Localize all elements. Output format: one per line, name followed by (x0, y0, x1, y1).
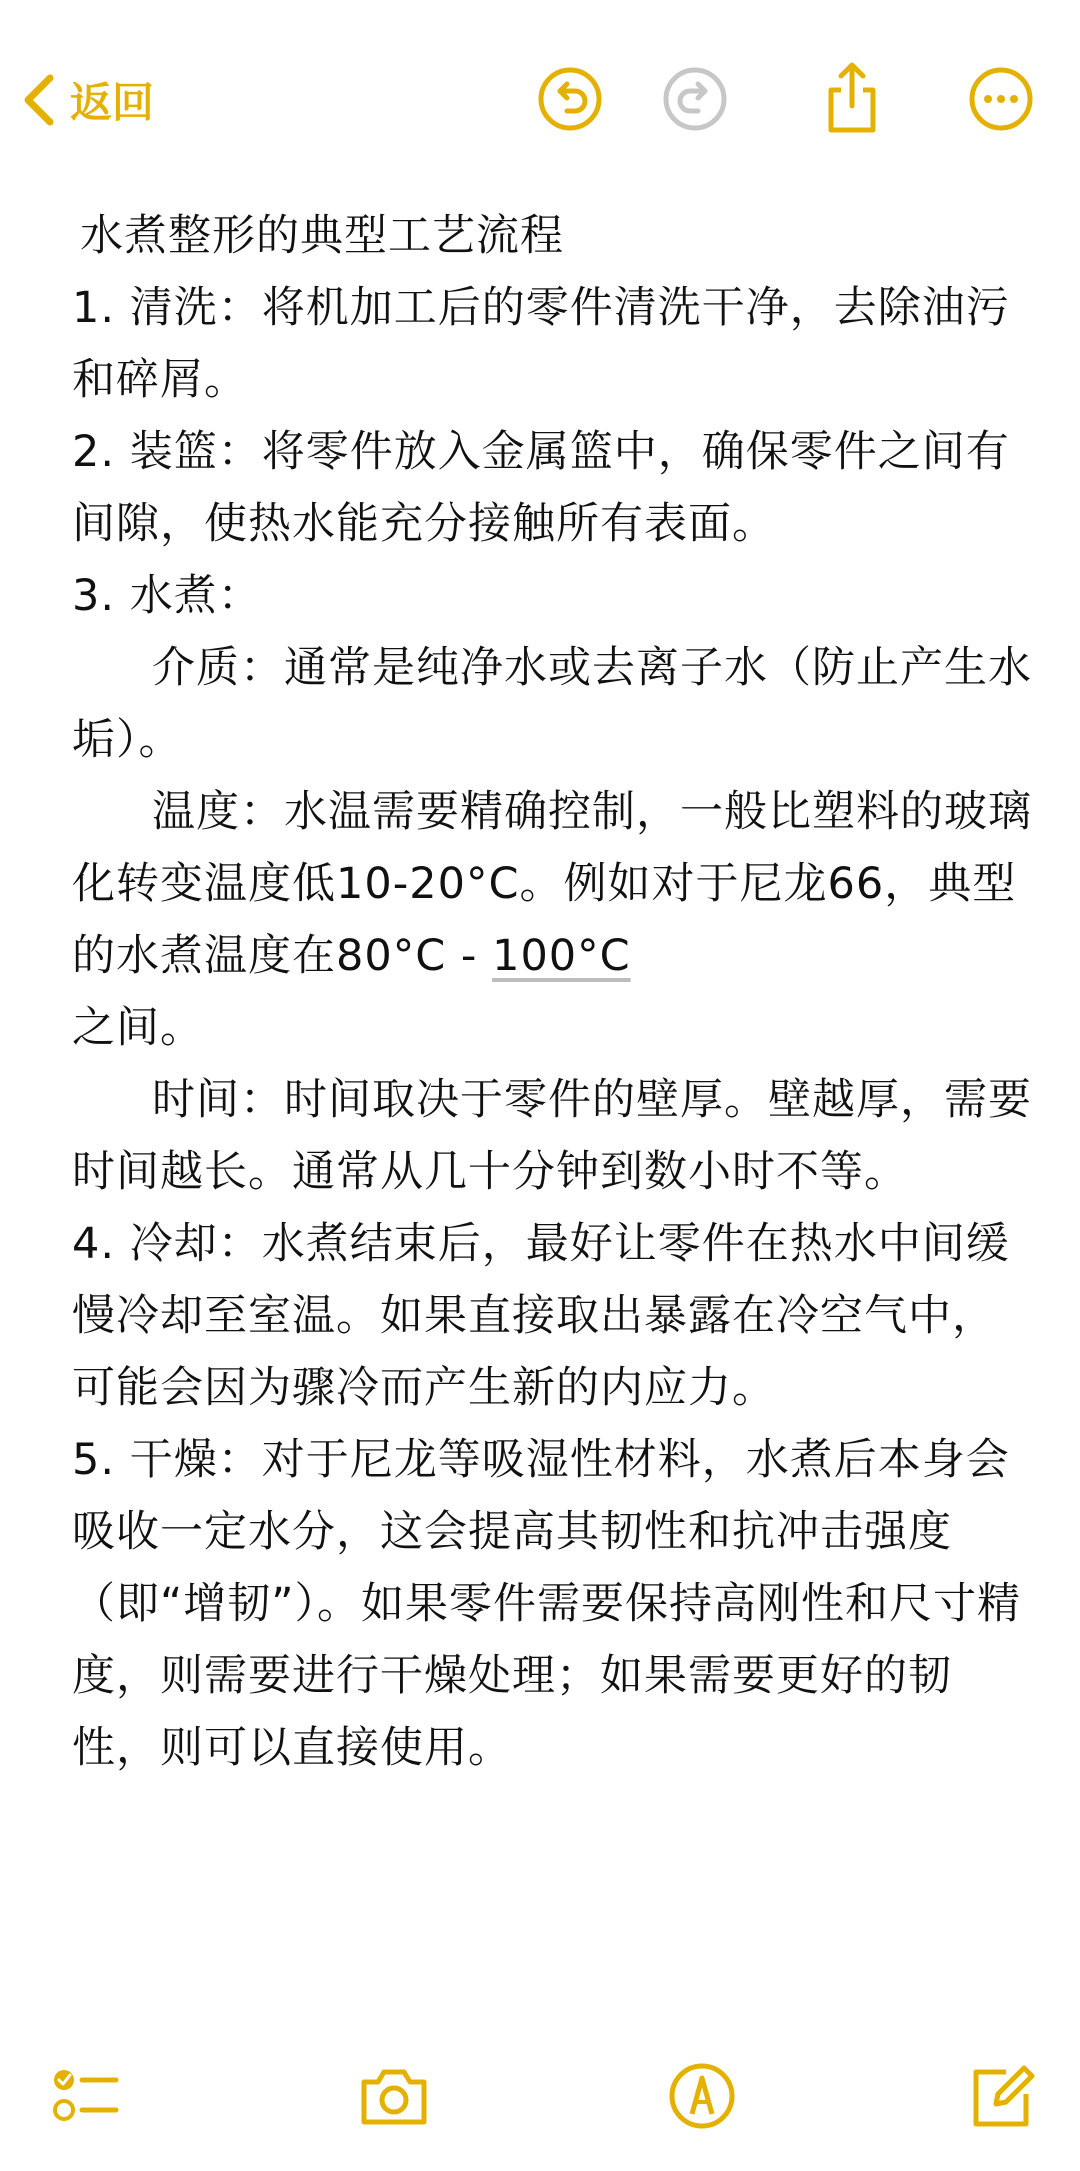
checklist-button[interactable] (48, 2060, 120, 2132)
camera-icon (358, 2060, 430, 2132)
bottom-toolbar (0, 2060, 1080, 2170)
boil-temperature (72, 776, 1032, 1064)
note-body[interactable] (72, 200, 1032, 1784)
navigation-bar (0, 40, 1080, 160)
more-icon (968, 66, 1034, 132)
back-label: 返回 (70, 78, 155, 127)
share-button[interactable] (819, 60, 885, 136)
undo-icon (537, 66, 603, 132)
undo-button[interactable] (537, 66, 603, 132)
compose-icon (966, 2060, 1038, 2132)
checklist-icon (48, 2060, 120, 2132)
temperature-text-end: 之间。 (72, 1003, 204, 1053)
note-heading: 水煮整形的典型工艺流程 (80, 211, 564, 261)
redo-button[interactable] (662, 66, 728, 132)
markup-button[interactable] (666, 2060, 738, 2132)
chevron-left-icon (20, 72, 60, 128)
temperature-link[interactable]: 100°C (492, 931, 631, 981)
step-clean: 1. 清洗：将机加工后的零件清洗干净，去除油污和碎屑。 (72, 283, 1010, 405)
temperature-text: 温度：水温需要精确控制，一般比塑料的玻璃化转变温度低10-20°C。例如对于尼龙66，典型的水煮温度在80°C - (72, 787, 1032, 981)
step-boil: 3. 水煮： (72, 571, 262, 621)
boil-medium: 介质：通常是纯净水或去离子水（防止产生水垢）。 (72, 643, 1032, 765)
more-button[interactable] (968, 66, 1034, 132)
boil-time: 时间：时间取决于零件的壁厚。壁越厚，需要时间越长。通常从几十分钟到数小时不等。 (72, 1075, 1032, 1197)
back-button[interactable] (20, 70, 154, 130)
step-cool: 4. 冷却：水煮结束后，最好让零件在热水中间缓慢冷却至室温。如果直接取出暴露在冷空气中，可能会因为骤冷而产生新的内应力。 (72, 1219, 1010, 1413)
step-basket: 2. 装篮：将零件放入金属篮中，确保零件之间有间隙，使热水能充分接触所有表面。 (72, 427, 1010, 549)
step-dry: 5. 干燥：对于尼龙等吸湿性材料，水煮后本身会吸收一定水分，这会提高其韧性和抗冲击强度（即“增韧”）。如果零件需要保持高刚性和尺寸精度，则需要进行干燥处理；如果需要更好的韧性，则可以直接使用。 (72, 1435, 1022, 1773)
redo-icon (662, 66, 728, 132)
markup-pen-icon (666, 2060, 738, 2132)
compose-button[interactable] (966, 2060, 1038, 2132)
share-icon (819, 60, 885, 136)
camera-button[interactable] (358, 2060, 430, 2132)
